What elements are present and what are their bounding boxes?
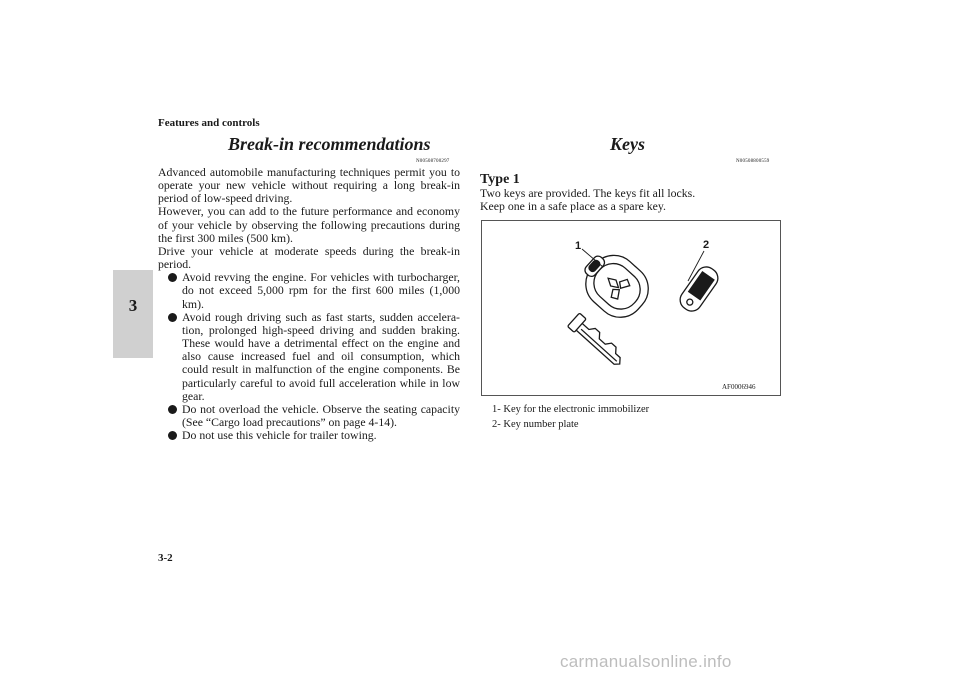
page-number: 3-2 — [158, 552, 173, 564]
list-item — [158, 311, 460, 403]
bullet-icon — [168, 431, 177, 440]
paragraph: Keep one in a safe place as a spare key. — [480, 199, 666, 214]
chapter-tab-number: 3 — [128, 296, 138, 315]
list-item-text: Do not overload the vehicle. Observe the seating capacity (See “Cargo load precautions” on page 4-14). — [182, 401, 460, 429]
paragraph: However, you can add to the future performance and economy of your vehicle by observing the following precautions during the first 300 miles (500 km). — [158, 204, 460, 245]
bullet-icon — [168, 313, 177, 322]
break-in-code: N00508700297 — [416, 159, 450, 164]
keys-body — [480, 187, 780, 213]
watermark: carmanualsonline.info — [560, 652, 732, 671]
key-number-plate-icon — [676, 263, 722, 315]
key-icon — [567, 242, 658, 369]
paragraph: Two keys are provided. The keys fit all locks. — [480, 186, 696, 200]
list-item — [158, 429, 460, 442]
caption-2: 2- Key number plate — [492, 418, 579, 430]
list-item-text: Avoid revving the engine. For vehicles with turbocharger, do not exceed 5,000 rpm for the first 600 miles (1,000 km). — [182, 270, 460, 311]
callout-2-label: 2 — [703, 239, 710, 251]
break-in-body — [158, 166, 460, 442]
figure-captions — [492, 403, 649, 432]
section-header: Features and controls — [158, 117, 260, 129]
paragraph: Advanced automobile manufacturing techniques permit you to operate your new vehicle without requiring a long break-in period of low-speed driving. — [158, 165, 460, 206]
callout-1-label: 1 — [575, 240, 582, 252]
break-in-title: Break-in recommendations — [228, 134, 431, 154]
type-1-subheading: Type 1 — [480, 172, 520, 187]
list-item-text: Avoid rough driving such as fast starts, sudden accelera-tion, prolonged high-speed driving and sudden braking. These would have a detrimental effect on the engine and also cause increased fuel and oil consumption, which could result in malfunction of the engine components. Be particularly careful to avoid full acceleration while in low gear. — [182, 309, 460, 403]
list-item — [158, 403, 460, 429]
figure-id: AF0006946 — [722, 383, 756, 391]
bullet-icon — [168, 405, 177, 414]
key-figure — [481, 220, 781, 396]
precaution-list — [158, 271, 460, 442]
list-item-text: Do not use this vehicle for trailer towing. — [182, 428, 377, 443]
keys-title: Keys — [610, 134, 645, 154]
bullet-icon — [168, 273, 177, 282]
list-item — [158, 271, 460, 310]
keys-code: N00508800559 — [736, 159, 770, 164]
caption-1: 1- Key for the electronic immobilizer — [492, 404, 650, 415]
paragraph: Drive your vehicle at moderate speeds during the break-in period. — [158, 243, 460, 272]
